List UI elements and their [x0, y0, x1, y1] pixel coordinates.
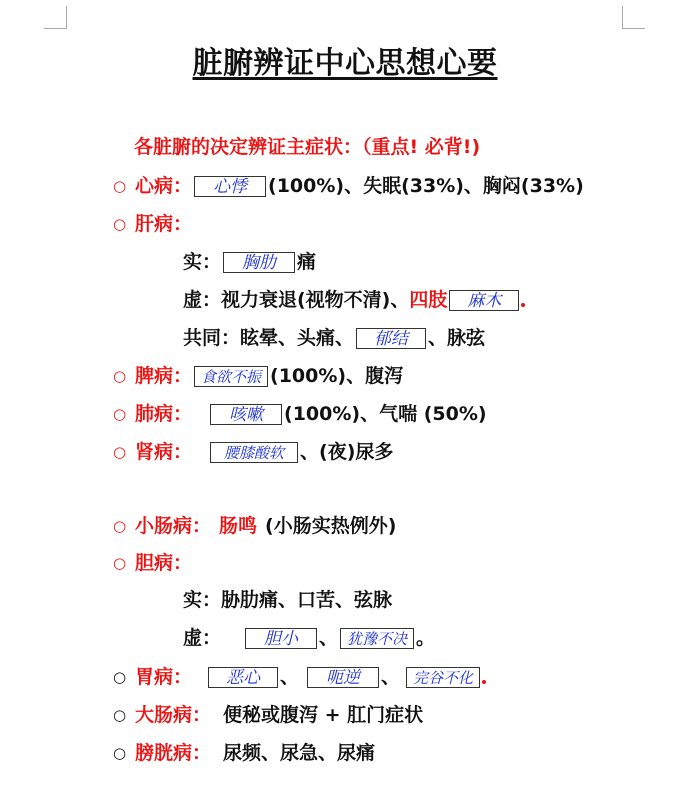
- gan-gong-answer-box: 郁结: [356, 328, 426, 349]
- wei-answer-box-2: 呃逆: [307, 667, 379, 688]
- dan-shi-label: 实：: [183, 589, 222, 611]
- row-xiaochang: [135, 513, 396, 539]
- fei-label: 肺病：: [135, 403, 193, 425]
- row-wei: [135, 664, 486, 690]
- gan-shi-answer-box: 胸肋: [223, 252, 295, 273]
- xiaochang-rest: (小肠实热例外): [265, 515, 397, 537]
- intro-heading: 各脏腑的决定辨证主症状：（重点! 必背!): [134, 136, 481, 158]
- wei-sep-1: 、: [280, 666, 300, 688]
- fei-answer-box: 咳嗽: [210, 404, 282, 425]
- wei-sep-2: 、: [381, 666, 401, 688]
- page-corner-mark-right: [622, 6, 645, 29]
- row-shen: [135, 439, 393, 465]
- dan-label: 胆病：: [135, 552, 193, 574]
- dan-xu-answer-box-2: 犹豫不决: [340, 628, 414, 649]
- pangguang-rest: 尿频、尿急、尿痛: [223, 742, 376, 764]
- pi-label: 脾病：: [135, 365, 193, 387]
- shen-rest: 、(夜)尿多: [300, 441, 394, 463]
- bullet-icon: ○: [113, 668, 127, 686]
- row-dachang: [135, 702, 423, 728]
- gan-gong-rest: 、脉弦: [428, 327, 486, 349]
- shen-answer-box: 腰膝酸软: [210, 442, 298, 463]
- gan-shi-rest: 痛: [297, 251, 317, 273]
- xin-label: 心病：: [135, 175, 193, 197]
- dan-xu-sep: 、: [319, 627, 339, 649]
- xin-answer-box: 心悸: [194, 176, 266, 197]
- dachang-label: 大肠病：: [135, 704, 212, 726]
- shen-label: 肾病：: [135, 441, 193, 463]
- xiaochang-label: 小肠病：: [135, 515, 212, 537]
- dan-shi-rest: 胁肋痛、口苦、弦脉: [221, 589, 393, 611]
- dan-xu-end: 。: [416, 627, 436, 649]
- bullet-icon: ○: [113, 554, 127, 572]
- bullet-icon: ○: [113, 443, 127, 461]
- gan-xu-answer-box: 麻木: [449, 290, 519, 311]
- pi-answer-box: 食欲不振: [194, 366, 268, 387]
- edit-mark-icon: [482, 680, 486, 684]
- wei-answer-box-3: 完谷不化: [406, 667, 480, 688]
- pangguang-label: 膀胱病：: [135, 742, 212, 764]
- bullet-icon: ○: [113, 517, 127, 535]
- gan-xu-label: 虚：视力衰退(视物不清)、: [183, 289, 410, 311]
- row-xin: [135, 173, 584, 199]
- dachang-rest: 便秘或腹泻 + 肛门症状: [223, 704, 424, 726]
- xiaochang-red: 肠鸣: [219, 515, 258, 537]
- bullet-icon: ○: [113, 405, 127, 423]
- gan-xu-red: 四肢: [409, 289, 448, 311]
- row-fei: [135, 401, 487, 427]
- bullet-icon: ○: [113, 177, 127, 195]
- row-gan-shi: [183, 249, 316, 275]
- pi-rest: (100%)、腹泻: [270, 365, 404, 387]
- wei-answer-box-1: 恶心: [208, 667, 278, 688]
- bullet-icon: ○: [113, 215, 127, 233]
- dan-xu-answer-box-1: 胆小: [245, 628, 317, 649]
- gan-gong-label: 共同：眩晕、头痛、: [183, 327, 355, 349]
- edit-mark-icon: [521, 303, 525, 307]
- row-dan-xu: [183, 625, 435, 651]
- row-dan-shi: [183, 587, 392, 613]
- bullet-icon: ○: [113, 706, 127, 724]
- row-gan-xu: [183, 287, 525, 313]
- wei-label: 胃病：: [135, 666, 193, 688]
- page-corner-mark-left: [44, 6, 67, 29]
- row-pi: [135, 363, 403, 389]
- dan-xu-label: 虚：: [183, 627, 222, 649]
- page-title: 脏腑辨证中心思想心要: [192, 46, 498, 81]
- xin-rest: (100%)、失眠(33%)、胸闷(33%): [268, 175, 584, 197]
- fei-rest: (100%)、气喘 (50%): [284, 403, 487, 425]
- bullet-icon: ○: [113, 367, 127, 385]
- row-gan-gong: [183, 325, 485, 351]
- gan-shi-label: 实：: [183, 251, 222, 273]
- gan-label: 肝病：: [135, 213, 193, 235]
- row-pangguang: [135, 740, 375, 766]
- bullet-icon: ○: [113, 744, 127, 762]
